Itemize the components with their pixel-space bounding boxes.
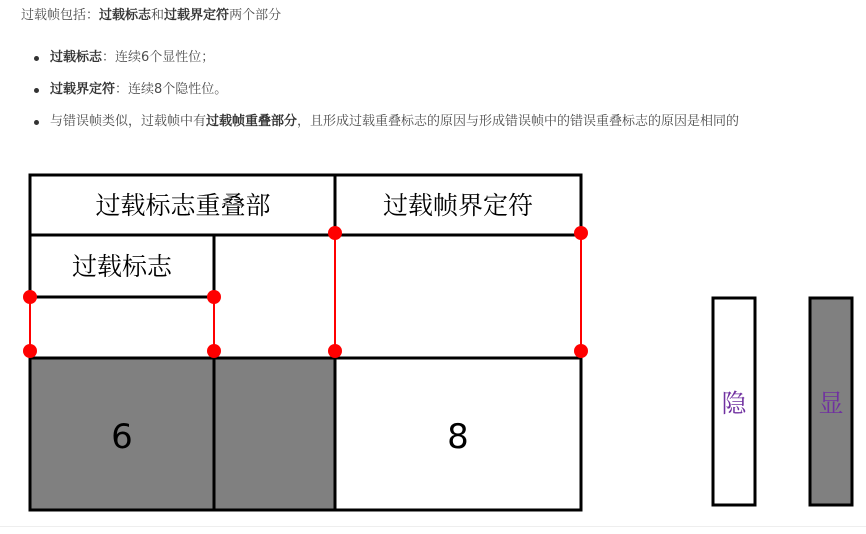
marker-dot [328,226,342,240]
recessive-count: 8 [447,417,469,457]
marker-dot [207,344,221,358]
intro-prefix: 过载帧包括： [21,8,100,23]
bullet-pre: 与错误帧类似，过载帧中有 [50,114,207,129]
marker-dot [574,344,588,358]
legend-dominant-label: 显 [818,389,844,418]
intro-conj: 和 [151,8,165,23]
marker-dot [207,290,221,304]
marker-dot [23,290,37,304]
header-delimiter-label: 过载帧界定符 [382,191,534,220]
flag-label: 过载标志 [71,252,173,281]
bullet-bold: 过载帧重叠部分 [206,114,298,129]
intro-suffix: 两个部分 [229,8,282,23]
bullet-text: ，且形成过载重叠标志的原因与形成错误帧中的错误重叠标志的原因是相同的 [297,114,740,129]
marker-dot [23,344,37,358]
marker-dot [574,226,588,240]
divider [0,526,866,527]
header-overlap-label: 过载标志重叠部 [95,191,271,220]
legend-recessive-label: 隐 [721,389,747,418]
dominant-block-overlap [214,358,335,510]
dominant-count: 6 [111,417,133,457]
bullet-text: ：连续6个显性位； [102,50,215,65]
bullet-bold: 过载界定符 [50,82,116,97]
intro-part1: 过载标志 [99,8,152,23]
bullet-text: ：连续8个隐性位。 [115,82,228,97]
marker-dot [328,344,342,358]
bullet-bold: 过载标志 [50,50,103,65]
intro-part2: 过载界定符 [164,8,230,23]
